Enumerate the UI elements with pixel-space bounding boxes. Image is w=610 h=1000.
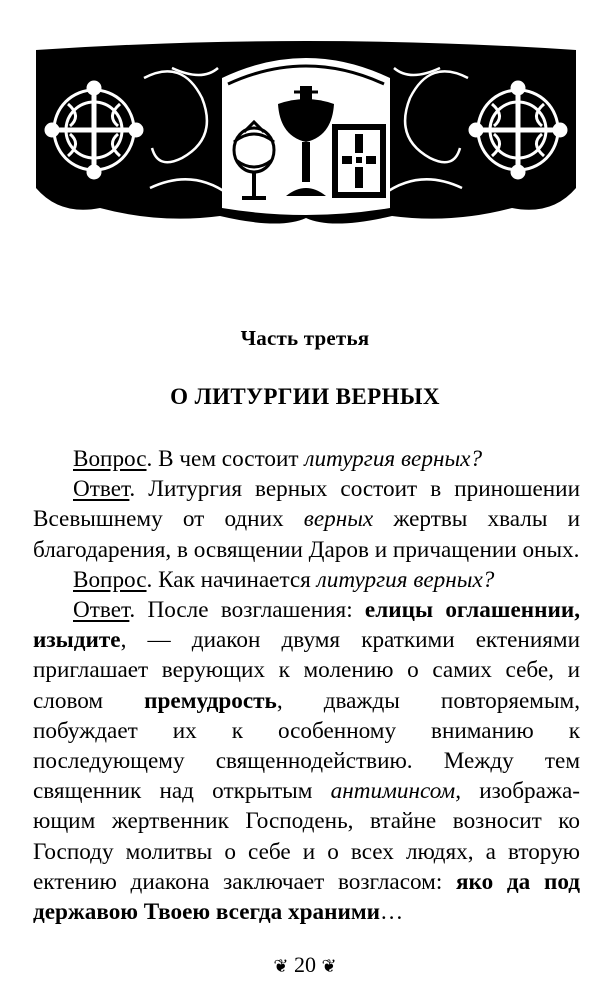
question-label: Вопрос xyxy=(73,446,147,472)
question-paragraph: Вопрос. Как начинается литургия верных? xyxy=(73,566,495,593)
bold-phrase: елицы оглашеннии, изыдите xyxy=(33,597,580,654)
answer-paragraph: Ответ. Литургия верных состоит в приношении Всевышнему от одних верных жертвы хвалы и благодарения, в освящении Даров и причащении оных. xyxy=(33,476,580,563)
question-label: Вопрос xyxy=(73,566,147,593)
answer-label: Ответ xyxy=(73,476,130,503)
bold-phrase: премудрость xyxy=(144,687,277,714)
answer-paragraph: Ответ. После возглашения: елицы оглашеннии, изыдите, — диакон двумя краткими ектениями приглашает верующих к молению о самих себе, и словом премудрость, дважды повторяемым, побуждает их к особенному вниманию к последующему священнодействию. Между тем священник над открытым антиминсом, изображающим жертвенник Господень, втайне возносит ко Господу молитвы о себе и о всех людях, а вторую ектению диакона заключает возгласом: яко да под державою Твоею всегда храними… xyxy=(33,597,580,926)
italic-term: литургия верных? xyxy=(304,446,483,472)
fleuron-left-icon: ❦ xyxy=(273,956,289,977)
body-text xyxy=(33,444,580,927)
page-number: 20 xyxy=(294,952,316,977)
gospel-book-cross-icon xyxy=(332,124,386,198)
header-ornament-image xyxy=(32,38,580,228)
italic-term: антиминсом, xyxy=(330,778,462,805)
part-label: Часть третья xyxy=(240,326,370,350)
italic-term: литургия верных? xyxy=(316,566,495,593)
chapter-title: О ЛИТУРГИИ ВЕРНЫХ xyxy=(170,384,440,409)
question-paragraph: Вопрос. В чем состоит литургия верных? xyxy=(73,446,483,472)
answer-label: Ответ xyxy=(73,597,130,624)
italic-term: верных xyxy=(303,506,374,533)
fleuron-right-icon: ❦ xyxy=(321,956,337,977)
bold-phrase: яко да под державою Твоею всегда храними xyxy=(33,868,580,926)
page-number-footer xyxy=(0,952,610,978)
